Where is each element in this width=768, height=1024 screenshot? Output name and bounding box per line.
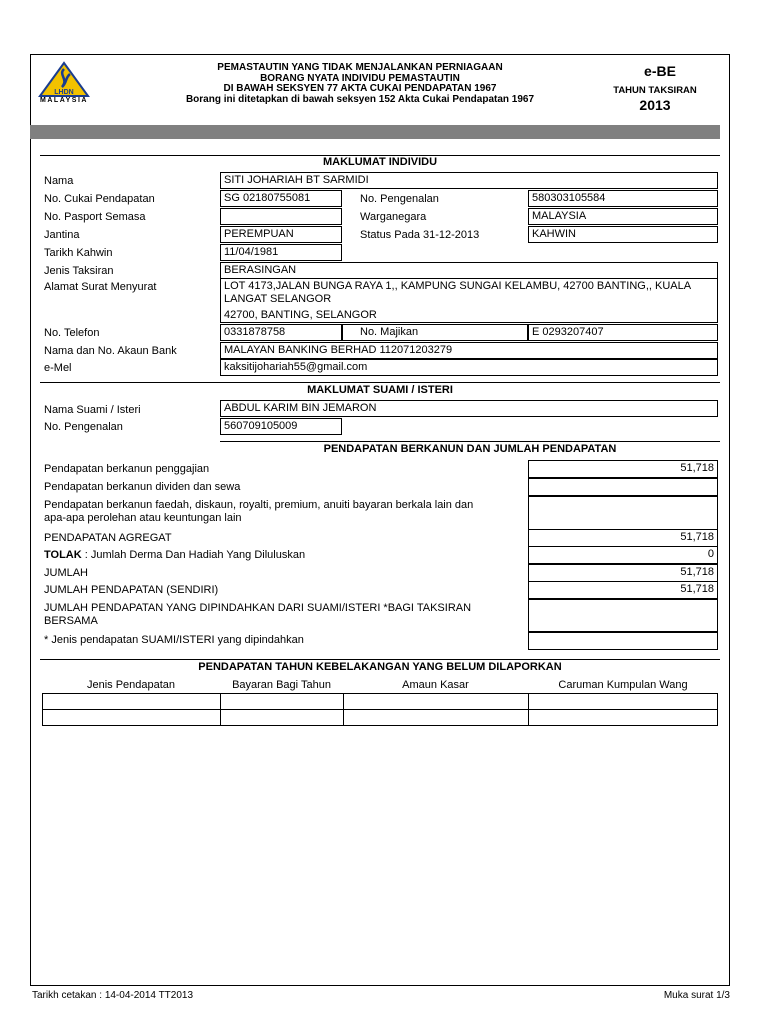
- col-caruman: Caruman Kumpulan Wang: [558, 679, 688, 691]
- section-divider: [220, 441, 720, 442]
- dipindah-label-1: JUMLAH PENDAPATAN YANG DIPINDAHKAN DARI SUAMI/ISTERI *BAGI TAKSIRAN: [44, 602, 472, 614]
- pasport-label: No. Pasport Semasa: [44, 211, 146, 223]
- jantina-label: Jantina: [44, 229, 80, 241]
- col-jenis-pendapatan: Jenis Pendapatan: [86, 679, 176, 691]
- section-divider: [40, 382, 720, 383]
- table-cell[interactable]: [343, 709, 529, 726]
- section-title-suami: MAKLUMAT SUAMI / ISTERI: [307, 384, 453, 396]
- header-line-3: DI BAWAH SEKSYEN 77 AKTA CUKAI PENDAPATAN 1967: [223, 83, 497, 94]
- section-title-kebelakangan: PENDAPATAN TAHUN KEBELAKANGAN YANG BELUM DILAPORKAN: [198, 661, 562, 673]
- bank-label: Nama dan No. Akaun Bank: [44, 345, 177, 357]
- sendiri-label: JUMLAH PENDAPATAN (SENDIRI): [44, 584, 219, 596]
- dividen-value[interactable]: [528, 478, 718, 496]
- kahwin-field[interactable]: 11/04/1981: [220, 244, 342, 261]
- status-label: Status Pada 31-12-2013: [360, 229, 480, 241]
- form-code: e-BE: [644, 63, 676, 79]
- emel-field[interactable]: kaksitijohariah55@gmail.com: [220, 359, 718, 376]
- assessment-year: 2013: [639, 97, 671, 113]
- alamat-line-1: LOT 4173,JALAN BUNGA RAYA 1,, KAMPUNG SUNGAI KELAMBU, 42700 BANTING,, KUALA: [224, 280, 692, 292]
- form-header: [160, 63, 560, 105]
- faedah-label-1: Pendapatan berkanun faedah, diskaun, royalti, premium, anuiti bayaran berkala lain dan: [44, 499, 474, 511]
- logo-country: MALAYSIA: [40, 97, 88, 104]
- tolak-rest: : Jumlah Derma Dan Hadiah Yang Diluluskan: [81, 549, 306, 561]
- alamat-label: Alamat Surat Menyurat: [44, 281, 157, 293]
- sendiri-value[interactable]: 51,718: [528, 581, 718, 599]
- agregat-label: PENDAPATAN AGREGAT: [44, 532, 172, 544]
- faedah-label-2: apa-apa perolehan atau keuntungan lain: [44, 512, 242, 524]
- alamat-line-3: 42700, BANTING, SELANGOR: [224, 309, 377, 321]
- warganegara-label: Warganegara: [360, 211, 427, 223]
- taksiran-label: Jenis Taksiran: [44, 265, 114, 277]
- table-cell[interactable]: [528, 693, 718, 710]
- header-line-4: Borang ini ditetapkan di bawah seksyen 152 Akta Cukai Pendapatan 1967: [185, 93, 535, 105]
- section-title-pendapatan: PENDAPATAN BERKANUN DAN JUMLAH PENDAPATAN: [323, 443, 617, 455]
- header-line-2: BORANG NYATA INDIVIDU PEMASTAUTIN: [260, 72, 460, 84]
- nama-label: Nama: [44, 175, 74, 187]
- dipindah-label-2: BERSAMA: [44, 615, 98, 627]
- kahwin-label: Tarikh Kahwin: [44, 247, 113, 259]
- suami-nama-label: Nama Suami / Isteri: [44, 404, 141, 416]
- majikan-field[interactable]: E 0293207407: [528, 324, 718, 341]
- pasport-field[interactable]: [220, 208, 342, 225]
- gaji-label: Pendapatan berkanun penggajian: [44, 463, 210, 475]
- lhdn-logo: [34, 60, 94, 106]
- page-number: Muka surat 1/3: [663, 990, 730, 1001]
- alamat-field[interactable]: [220, 278, 718, 323]
- table-cell[interactable]: [220, 693, 344, 710]
- jenis-pindah-value[interactable]: [528, 632, 718, 650]
- section-title-individu: MAKLUMAT INDIVIDU: [322, 156, 438, 168]
- tolak-bold: TOLAK: [44, 549, 82, 561]
- majikan-label: No. Majikan: [360, 326, 419, 338]
- emel-label: e-Mel: [44, 362, 72, 374]
- col-bayaran-tahun: Bayaran Bagi Tahun: [232, 679, 331, 691]
- tolak-label: [44, 549, 305, 561]
- col-amaun-kasar: Amaun Kasar: [402, 679, 469, 691]
- print-date: Tarikh cetakan : 14-04-2014 TT2013: [32, 990, 194, 1001]
- jumlah-value[interactable]: 51,718: [528, 564, 718, 582]
- taksiran-field[interactable]: BERASINGAN: [220, 262, 718, 279]
- telefon-field[interactable]: 0331878758: [220, 324, 342, 341]
- faedah-value[interactable]: [528, 496, 718, 530]
- table-cell[interactable]: [42, 693, 221, 710]
- pengenalan-field[interactable]: 580303105584: [528, 190, 718, 207]
- suami-pengenalan-label: No. Pengenalan: [44, 421, 123, 433]
- suami-nama-field[interactable]: ABDUL KARIM BIN JEMARON: [220, 400, 718, 417]
- agregat-value[interactable]: 51,718: [528, 529, 718, 547]
- pengenalan-label: No. Pengenalan: [360, 193, 439, 205]
- section-divider: [40, 659, 720, 660]
- suami-pengenalan-field[interactable]: 560709105009: [220, 418, 342, 435]
- alamat-line-2: LANGAT SELANGOR: [224, 293, 332, 305]
- table-cell[interactable]: [343, 693, 529, 710]
- majikan-label-cell: [342, 324, 528, 341]
- table-cell[interactable]: [220, 709, 344, 726]
- table-cell[interactable]: [42, 709, 221, 726]
- jantina-field[interactable]: PEREMPUAN: [220, 226, 342, 243]
- dipindah-value[interactable]: [528, 599, 718, 632]
- nama-field[interactable]: SITI JOHARIAH BT SARMIDI: [220, 172, 718, 189]
- dividen-label: Pendapatan berkanun dividen dan sewa: [44, 481, 241, 493]
- jumlah-label: JUMLAH: [44, 567, 89, 579]
- gaji-value[interactable]: 51,718: [528, 460, 718, 478]
- jenis-pindah-label: * Jenis pendapatan SUAMI/ISTERI yang dipindahkan: [44, 634, 304, 646]
- tolak-value[interactable]: 0: [528, 546, 718, 564]
- table-cell[interactable]: [528, 709, 718, 726]
- telefon-label: No. Telefon: [44, 327, 100, 339]
- header-line-1: PEMASTAUTIN YANG TIDAK MENJALANKAN PERNIAGAAN: [217, 62, 503, 73]
- header-band: [30, 125, 720, 139]
- svg-text:LHDN: LHDN: [54, 89, 74, 96]
- year-label: TAHUN TAKSIRAN: [613, 85, 697, 96]
- cukai-label: No. Cukai Pendapatan: [44, 193, 155, 205]
- cukai-field[interactable]: SG 02180755081: [220, 190, 342, 207]
- status-field[interactable]: KAHWIN: [528, 226, 718, 243]
- bank-field[interactable]: MALAYAN BANKING BERHAD 112071203279: [220, 342, 718, 359]
- warganegara-field[interactable]: MALAYSIA: [528, 208, 718, 225]
